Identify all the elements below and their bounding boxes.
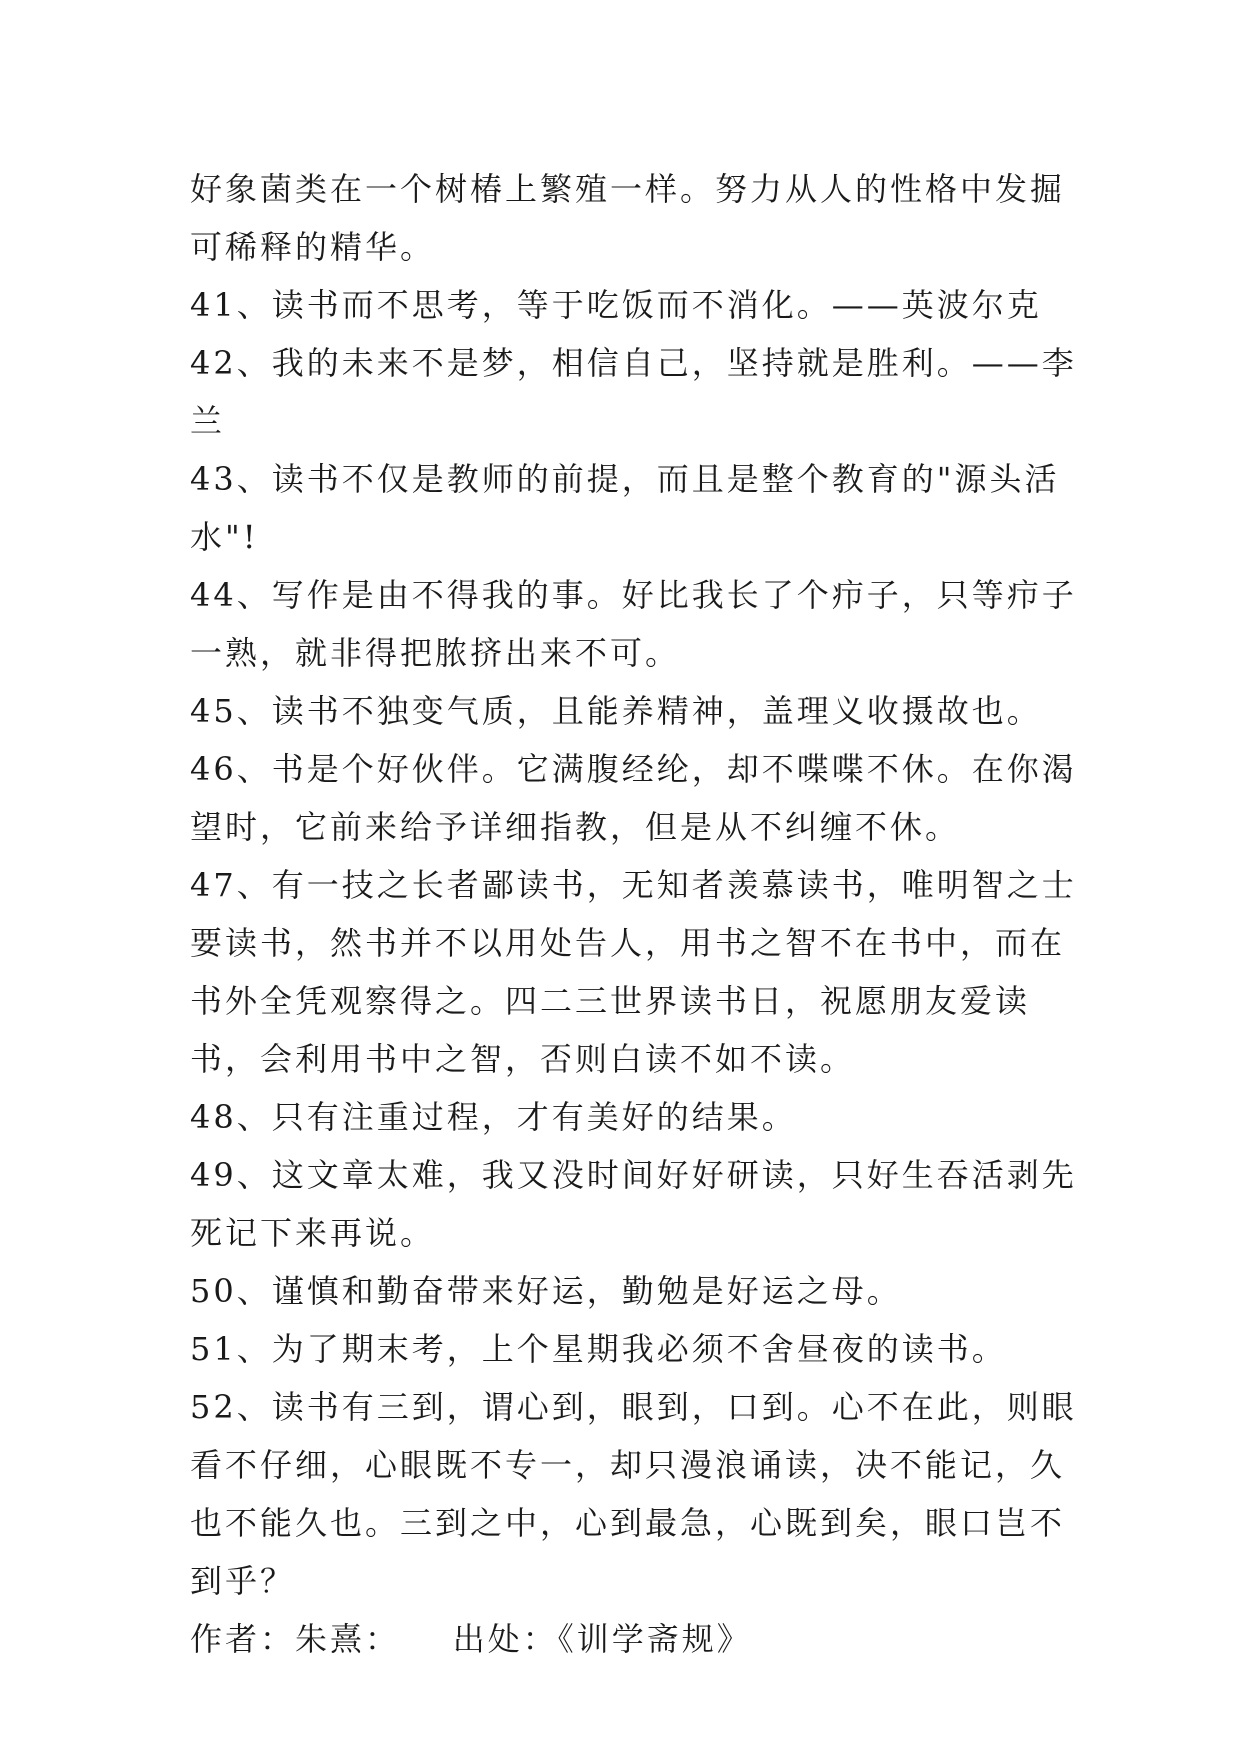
quote-44: 44、写作是由不得我的事。好比我长了个疖子，只等疖子一熟，就非得把脓挤出来不可。 <box>190 576 1077 672</box>
quote-41: 41、读书而不思考，等于吃饭而不消化。——英波尔克 <box>190 286 1042 324</box>
quote-47: 47、有一技之长者鄙读书，无知者羡慕读书，唯明智之士要读书，然书并不以用处告人，用书之智不在书中，而在书外全凭观察得之。四二三世界读书日，祝愿朋友爱读书，会利用书中之智，否则白读不如不读。 <box>190 866 1077 1078</box>
quote-46: 46、书是个好伙伴。它满腹经纶，却不喋喋不休。在你渴望时，它前来给予详细指教，但是从不纠缠不休。 <box>190 750 1077 846</box>
quote-52: 52、读书有三到，谓心到，眼到，口到。心不在此，则眼看不仔细，心眼既不专一，却只漫浪诵读，决不能记，久也不能久也。三到之中，心到最急，心既到矣，眼口岂不到乎？ <box>190 1388 1077 1600</box>
quote-48: 48、只有注重过程，才有美好的结果。 <box>190 1098 797 1136</box>
quote-43: 43、读书不仅是教师的前提，而且是整个教育的"源头活水"! <box>190 460 1060 556</box>
quote-attribution: 作者：朱熹： 出处：《训学斋规》 <box>190 1620 752 1658</box>
quote-45: 45、读书不独变气质，且能养精神，盖理义收摄故也。 <box>190 692 1042 730</box>
document-body <box>190 160 1090 1668</box>
quote-42: 42、我的未来不是梦，相信自己，坚持就是胜利。——李兰 <box>190 344 1077 440</box>
quote-50: 50、谨慎和勤奋带来好运，勤勉是好运之母。 <box>190 1272 902 1310</box>
quote-51: 51、为了期末考，上个星期我必须不舍昼夜的读书。 <box>190 1330 1007 1368</box>
paragraph-continuation: 好象菌类在一个树椿上繁殖一样。努力从人的性格中发掘可稀释的精华。 <box>190 170 1066 266</box>
quote-49: 49、这文章太难，我又没时间好好研读，只好生吞活剥先死记下来再说。 <box>190 1156 1077 1252</box>
